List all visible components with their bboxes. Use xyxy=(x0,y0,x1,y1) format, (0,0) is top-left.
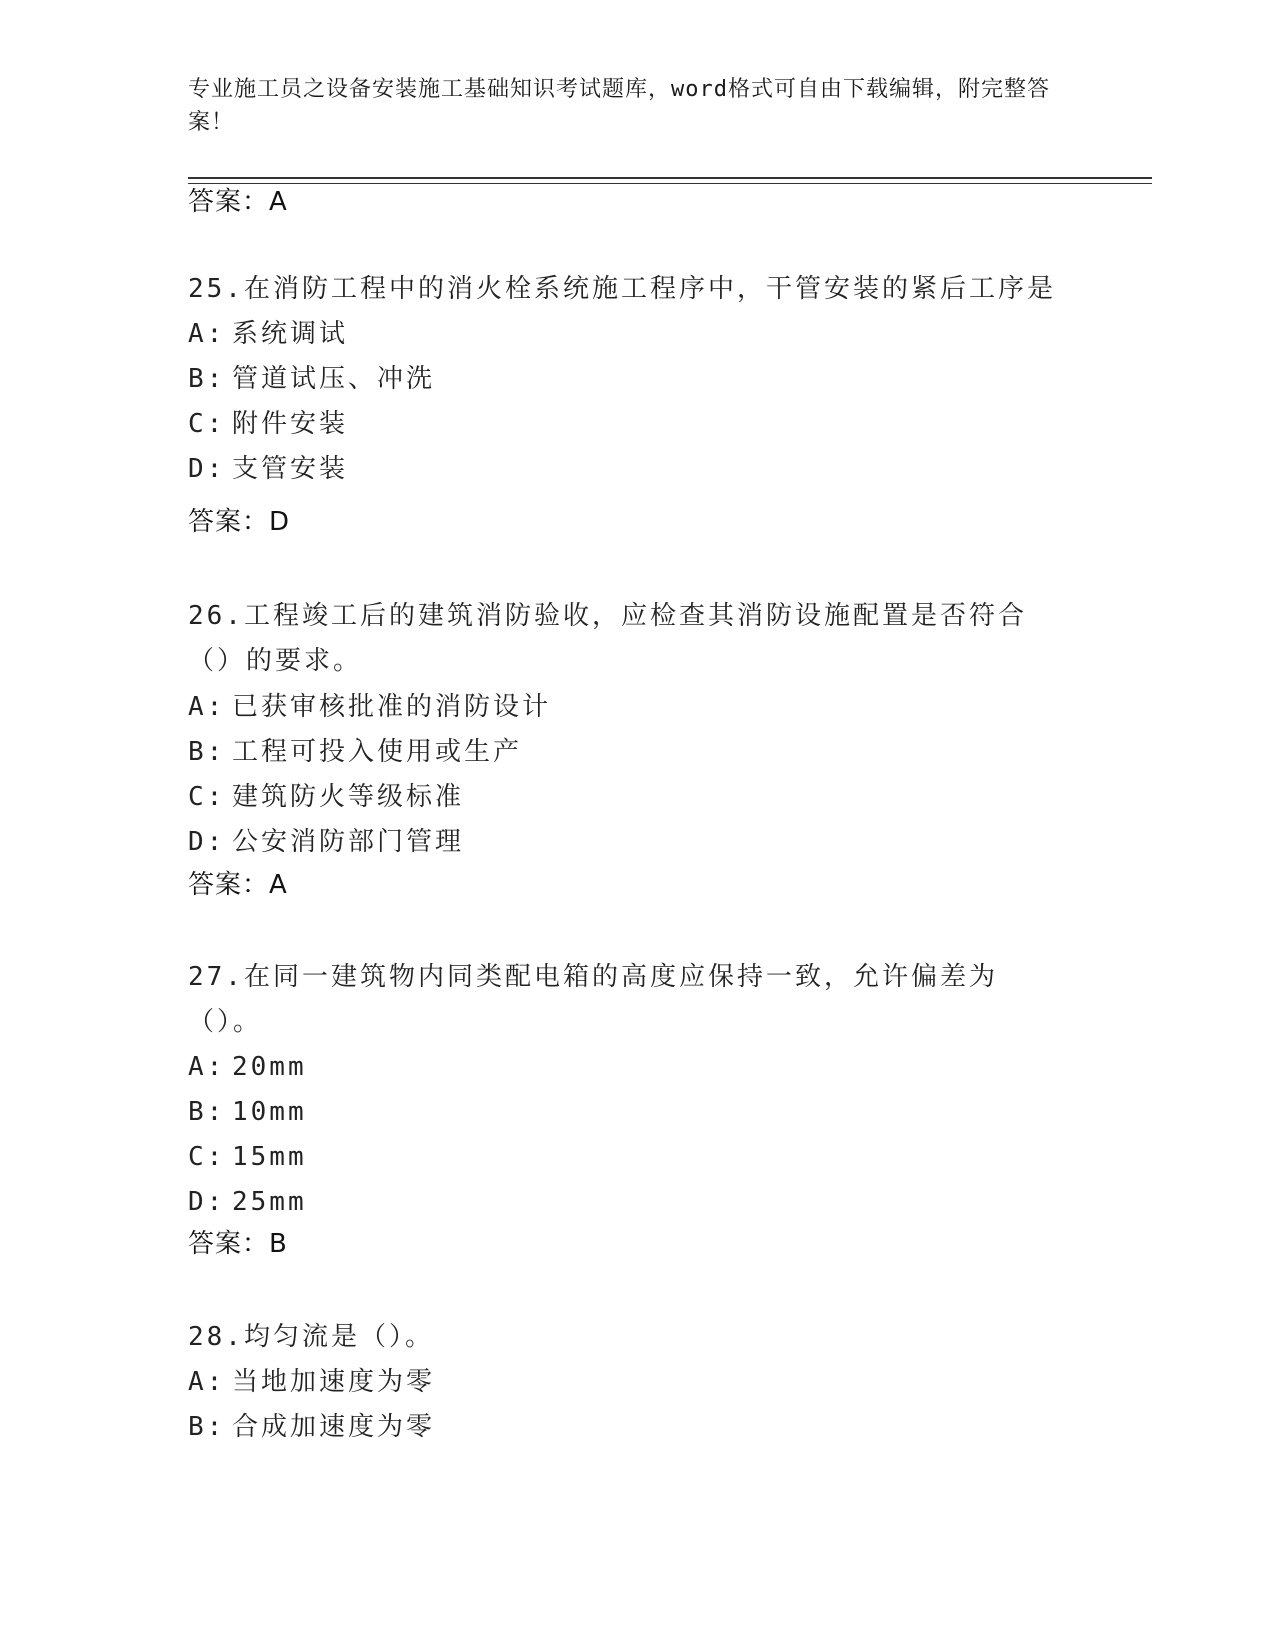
option-text: 20mm xyxy=(232,1052,307,1082)
question-stem: 26.工程竣工后的建筑消防验收，应检查其消防设施配置是否符合（）的要求。 xyxy=(188,601,1027,676)
option-text: 工程可投入使用或生产 xyxy=(232,737,523,767)
option-a xyxy=(188,1365,435,1399)
option-b xyxy=(188,362,435,396)
option-b xyxy=(188,1095,307,1129)
page-header: 专业施工员之设备安装施工基础知识考试题库，word格式可自由下载编辑，附完整答案！ xyxy=(188,77,1050,135)
option-key: D: xyxy=(188,1187,226,1217)
option-key: A: xyxy=(188,1367,226,1397)
option-key: D: xyxy=(188,827,226,857)
option-text: 管道试压、冲洗 xyxy=(232,364,436,394)
question-stem: 28.均匀流是（）。 xyxy=(188,1322,434,1352)
answer-line: 答案：A xyxy=(188,187,288,217)
option-text: 支管安装 xyxy=(232,454,349,484)
option-key: B: xyxy=(188,737,226,767)
question-stem: 27.在同一建筑物内同类配电箱的高度应保持一致，允许偏差为（）。 xyxy=(188,962,998,1037)
option-text: 15mm xyxy=(232,1142,307,1172)
option-key: A: xyxy=(188,319,226,349)
option-text: 系统调试 xyxy=(232,319,349,349)
option-a xyxy=(188,317,348,351)
option-key: C: xyxy=(188,782,226,812)
option-text: 25mm xyxy=(232,1187,307,1217)
option-c xyxy=(188,780,464,814)
option-b xyxy=(188,1410,435,1444)
option-text: 附件安装 xyxy=(232,409,349,439)
option-key: B: xyxy=(188,1097,226,1127)
option-b xyxy=(188,735,522,769)
header-divider xyxy=(188,177,1152,179)
option-d xyxy=(188,452,348,486)
option-a xyxy=(188,690,551,724)
question-stem: 25.在消防工程中的消火栓系统施工程序中，干管安装的紧后工序是 xyxy=(188,274,1056,304)
option-text: 合成加速度为零 xyxy=(232,1412,436,1442)
option-key: B: xyxy=(188,364,226,394)
option-text: 公安消防部门管理 xyxy=(232,827,465,857)
option-d xyxy=(188,1185,307,1219)
option-key: C: xyxy=(188,1142,226,1172)
option-text: 当地加速度为零 xyxy=(232,1367,436,1397)
option-key: C: xyxy=(188,409,226,439)
option-text: 10mm xyxy=(232,1097,307,1127)
option-c xyxy=(188,407,348,441)
answer-line: 答案：A xyxy=(188,870,288,900)
option-c xyxy=(188,1140,307,1174)
option-text: 建筑防火等级标准 xyxy=(232,782,465,812)
option-text: 已获审核批准的消防设计 xyxy=(232,692,552,722)
option-key: A: xyxy=(188,1052,226,1082)
answer-line: 答案：D xyxy=(188,507,291,537)
option-d xyxy=(188,825,464,859)
header-divider-thin xyxy=(188,183,1152,184)
option-key: A: xyxy=(188,692,226,722)
option-key: B: xyxy=(188,1412,226,1442)
answer-line: 答案：B xyxy=(188,1229,288,1259)
option-key: D: xyxy=(188,454,226,484)
option-a xyxy=(188,1050,307,1084)
